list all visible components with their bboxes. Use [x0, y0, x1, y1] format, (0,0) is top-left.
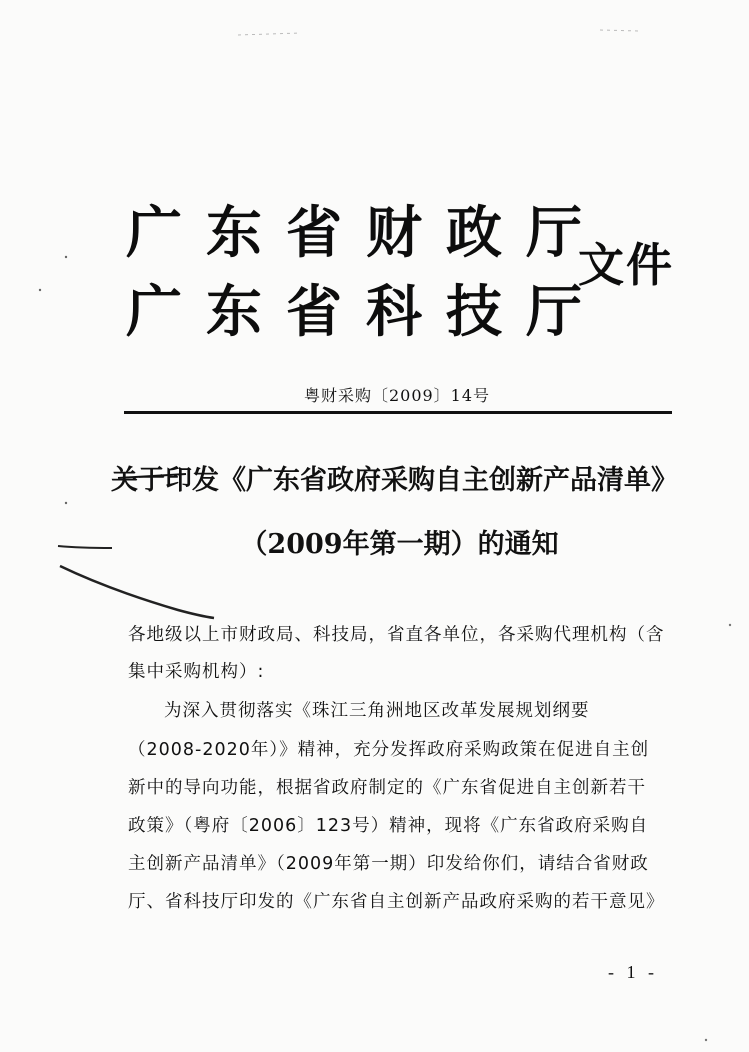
title-line-1: 关于印发《广东省政府采购自主创新产品清单》	[111, 465, 678, 496]
body-line: 政策》（粤府〔2006〕123号）精神，现将《广东省政府采购自	[128, 816, 649, 836]
body-line: 厅、省科技厅印发的《广东省自主创新产品政府采购的若干意见》	[128, 892, 665, 912]
body-line: 主创新产品清单》（2009年第一期）印发给你们，请结合省财政	[128, 854, 649, 874]
body-line: 新中的导向功能，根据省政府制定的《广东省促进自主创新若干	[128, 778, 646, 798]
document-number: 粤财采购〔2009〕14号	[303, 386, 491, 405]
page-number: - 1 -	[608, 962, 658, 982]
title-line-2: （2009年第一期）的通知	[240, 529, 559, 560]
issuer-line-1: 广东省财政厅	[126, 200, 606, 266]
body-line: 集中采购机构）:	[128, 662, 265, 682]
issuer-line-2: 广东省科技厅	[126, 279, 606, 345]
body-line: 为深入贯彻落实《珠江三角洲地区改革发展规划纲要	[164, 701, 590, 721]
body-line: 各地级以上市财政局、科技局，省直各单位，各采购代理机构（含	[128, 625, 665, 645]
body-line: （2008-2020年）》精神，充分发挥政府采购政策在促进自主创	[128, 740, 650, 760]
doc-suffix: 文件	[578, 238, 674, 292]
